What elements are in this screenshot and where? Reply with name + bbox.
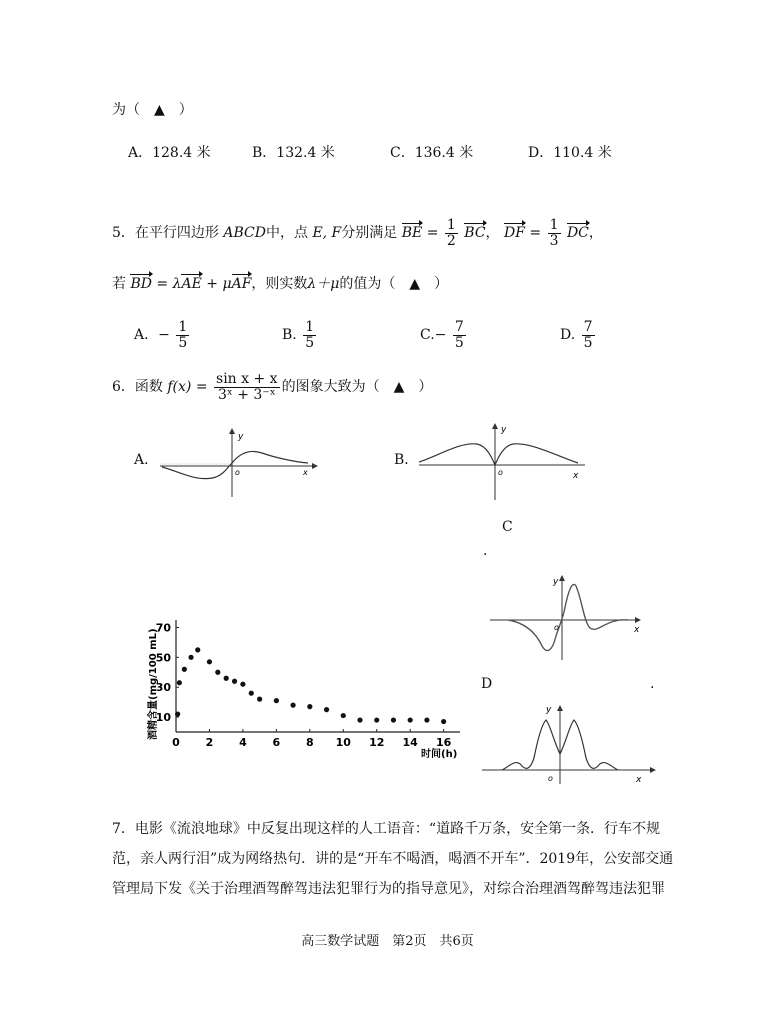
graph-b: [415, 420, 590, 502]
q7-line3: 管理局下发《关于治理酒驾醉驾违法犯罪行为的指导意见》，对综合治理酒驾醉驾违法犯罪: [112, 881, 665, 897]
chart-x-tick-label: 0: [172, 736, 180, 749]
q4-tail: 为（ ▲ ）: [112, 102, 193, 118]
graph-a-y-label: y: [238, 432, 244, 442]
chart-point: [341, 713, 346, 718]
q5-line2: 若 BD = λAE + μAF，则实数λ＋μ的值为（ ▲ ）: [112, 276, 449, 292]
chart-point: [374, 717, 379, 722]
graph-b-y-label: y: [501, 425, 507, 435]
q7-line2: 范，亲人两行泪”成为网络热句．讲的是“开车不喝酒，喝酒不开车”．2019年，公安部交通: [112, 851, 674, 867]
graph-c-x-label: x: [634, 625, 640, 635]
chart-point: [324, 707, 329, 712]
graph-d-y-label: y: [546, 705, 552, 715]
q6-label-d-dot: .: [650, 676, 655, 692]
vector-df: DF: [503, 225, 525, 242]
graph-d: [480, 702, 660, 786]
graph-c: [488, 572, 648, 662]
chart-x-tick-label: 10: [335, 736, 351, 749]
q5-option-c: C.− $\frac{7}{5}$: [420, 319, 464, 351]
chart-x-tick-label: 14: [402, 736, 418, 749]
chart-point: [357, 717, 362, 722]
vector-be: BE: [401, 225, 423, 242]
chart-point: [182, 667, 187, 672]
chart-point: [175, 711, 180, 716]
chart-point: [224, 676, 229, 681]
chart-x-tick-label: 6: [272, 736, 281, 749]
chart-point: [257, 697, 262, 702]
chart-point: [249, 691, 254, 696]
chart-point: [307, 704, 312, 709]
q6-stem: 6．函数 f(x) = $\frac{\text{sin x + x}}{\text{3ˣ + 3⁻ˣ}}$ 的图象大致为（ ▲ ）: [112, 371, 433, 403]
chart-xlabel: 时间(h): [421, 749, 458, 760]
q5-option-b: B. $\frac{1}{5}$: [282, 319, 315, 351]
vector-bc: BC: [464, 225, 486, 242]
q5-option-a: A．− $\frac{1}{5}$: [134, 319, 188, 351]
q4-option-a: A．128.4 米: [128, 145, 211, 161]
chart-y-tick-label: 70: [155, 621, 171, 635]
chart-point: [240, 682, 245, 687]
chart-x-tick-label: 4: [239, 736, 247, 749]
alcohol-scatter-chart: [132, 612, 467, 762]
graph-a: [158, 425, 323, 500]
chart-y-tick-label: 50: [155, 651, 171, 665]
vector-af: AF: [231, 276, 252, 292]
chart-point: [195, 647, 200, 652]
chart-point: [207, 659, 212, 664]
q7-line1: 7．电影《流浪地球》中反复出现这样的人工语音：“道路千万条，安全第一条．行车不规: [112, 821, 661, 837]
q6-label-d: D: [481, 676, 493, 692]
chart-point: [290, 703, 295, 708]
chart-point: [232, 679, 237, 684]
chart-point: [177, 680, 182, 685]
fraction-f: $\frac{\text{sin x + x}}{\text{3ˣ + 3⁻ˣ}}$: [216, 371, 278, 403]
chart-x-tick-label: 16: [435, 736, 452, 749]
q4-option-c: C．136.4 米: [390, 145, 474, 161]
chart-point: [188, 655, 193, 660]
chart-y-tick-label: 10: [155, 711, 171, 725]
vector-dc: DC: [566, 225, 589, 242]
chart-point: [408, 717, 413, 722]
q6-label-c-dot: .: [483, 543, 488, 559]
chart-y-tick-label: 30: [155, 681, 171, 695]
graph-b-o-label: o: [498, 468, 503, 477]
fraction-third: $\frac{1}{3}$: [549, 217, 559, 249]
chart-x-tick-label: 8: [305, 736, 314, 749]
graph-a-o-label: o: [235, 468, 240, 477]
chart-x-tick-label: 2: [205, 736, 214, 749]
chart-point: [274, 698, 279, 703]
q6-label-a: A．: [134, 452, 159, 468]
q5-option-d: D. $\frac{7}{5}$: [560, 319, 593, 351]
graph-d-x-label: x: [636, 775, 642, 785]
chart-point: [424, 717, 429, 722]
q6-label-b: B．: [394, 452, 419, 468]
graph-c-y-label: y: [553, 577, 559, 587]
chart-x-tick-label: 12: [369, 736, 385, 749]
chart-point: [215, 670, 220, 675]
q6-label-c: C: [502, 519, 513, 535]
graph-b-x-label: x: [573, 471, 579, 481]
graph-d-o-label: o: [548, 774, 553, 783]
vector-bd: BD: [130, 276, 152, 292]
chart-point: [441, 719, 446, 724]
q5-line1: 5．在平行四边形 ABCD中，点 E, F分别满足 BE = $\frac{1}{2}$ BC， DF = $\frac{1}{3}$ DC，: [112, 217, 603, 249]
page-footer: 高三数学试题 第2页 共6页: [301, 934, 474, 949]
graph-c-o-label: o: [554, 623, 559, 632]
vector-ae: AE: [181, 276, 202, 292]
graph-a-x-label: x: [303, 468, 308, 477]
chart-ylabel: 酒精含量(mg/100 mL): [148, 628, 159, 740]
q4-option-d: D．110.4 米: [528, 145, 612, 161]
chart-point: [391, 717, 396, 722]
fraction-half: $\frac{1}{2}$: [446, 217, 456, 249]
q4-option-b: B．132.4 米: [252, 145, 335, 161]
